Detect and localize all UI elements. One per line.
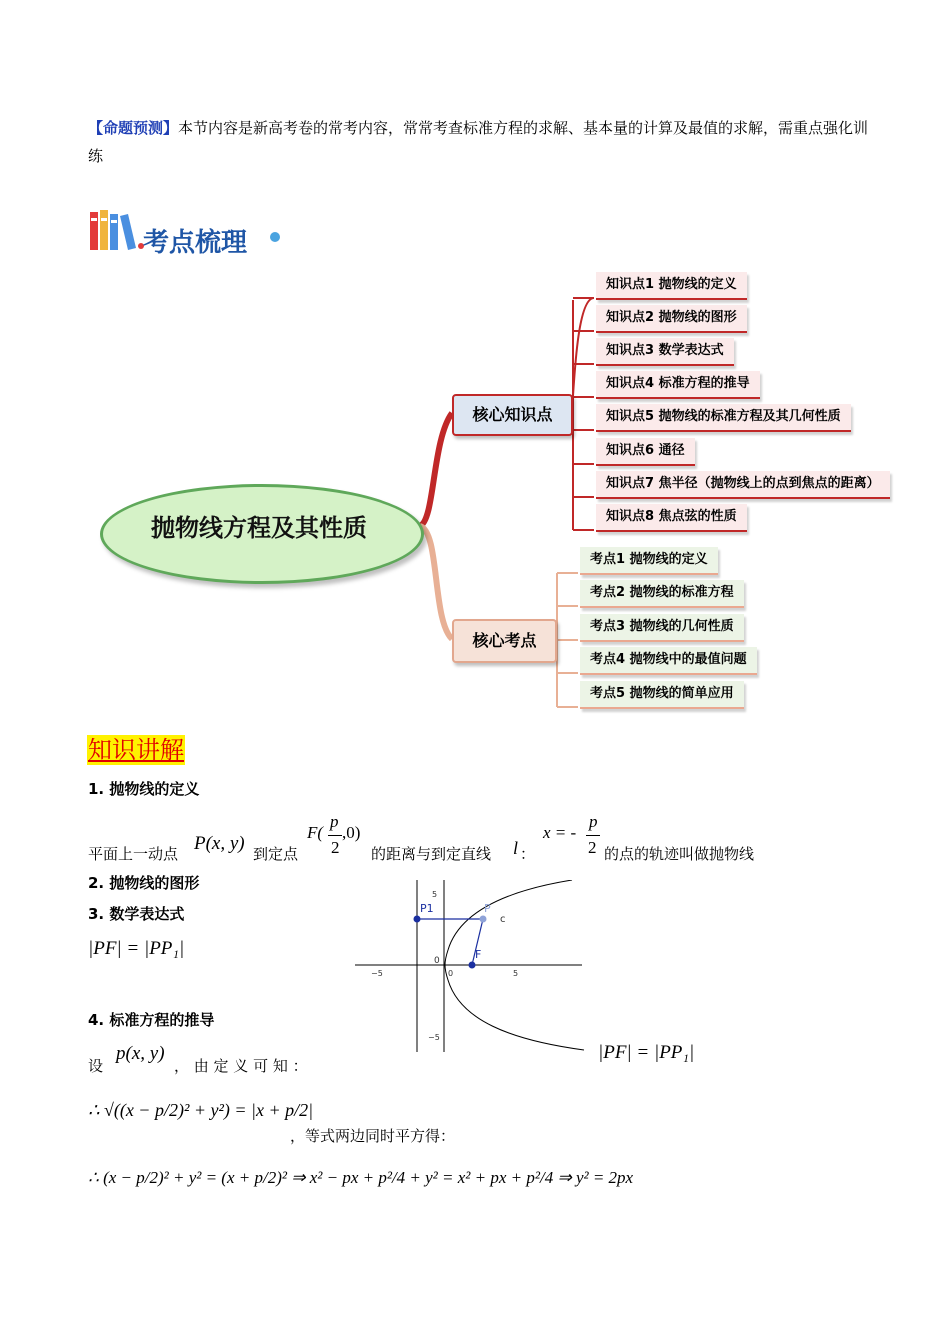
knowledge-item-8: 知识点8 焦点弦的性质 <box>596 504 747 532</box>
intro-tag: 【命题预测】 <box>88 119 179 137</box>
s1-frac-bar-2 <box>586 835 600 836</box>
s4-line2-formula: ∴ √((x − p/2)² + y²) = |x + p/2| <box>88 1100 314 1120</box>
knowledge-item-7: 知识点7 焦半径（抛物线上的点到焦点的距离） <box>596 471 890 499</box>
s4-line1-b: ， 由 定 义 可 知 ： <box>174 1057 308 1075</box>
s1-directrix-den: 2 <box>588 838 597 857</box>
section-title: 知识讲解 <box>88 736 184 764</box>
s1-directrix-pre: x = - <box>543 823 577 842</box>
s4-line1-a: 设 <box>88 1057 104 1075</box>
s1-text-3: 的距离与到定直线 <box>371 845 492 863</box>
s1-directrix-num: p <box>589 812 598 831</box>
s1-frac-bar-1 <box>328 835 342 836</box>
graph-caption: |PF| = |PP₁| <box>598 1042 695 1063</box>
exam-item-2: 考点2 抛物线的标准方程 <box>580 580 744 608</box>
graph-tick-x-neg5: −5 <box>371 969 383 978</box>
mindmap-center-label: 抛物线方程及其性质 <box>151 514 367 542</box>
knowledge-item-6: 知识点6 通径 <box>596 438 695 466</box>
s4-line3-formula: ∴ (x − p/2)² + y² = (x + p/2)² ⇒ x² − px + p²/4 + y² = x² + px + p²/4 ⇒ y² = 2px <box>88 1168 634 1187</box>
knowledge-item-5: 知识点5 抛物线的标准方程及其几何性质 <box>596 404 851 432</box>
exam-item-3: 考点3 抛物线的几何性质 <box>580 614 744 642</box>
s4-line2-tail: ，等式两边同时平方得： <box>290 1127 456 1145</box>
graph-label-p: P <box>484 902 491 915</box>
s4-line1-point: p(x, y) <box>116 1043 165 1064</box>
s2-heading: 2. 抛物线的图形 <box>88 874 200 892</box>
s4-heading: 4. 标准方程的推导 <box>88 1011 215 1029</box>
s1-text-2: 到定点 <box>253 845 299 863</box>
graph-label-origin: 0 <box>434 956 440 966</box>
s1-text-4: 的点的轨迹叫做抛物线 <box>604 845 755 863</box>
s1-colon: ： <box>520 845 536 863</box>
knowledge-item-3: 知识点3 数学表达式 <box>596 338 734 366</box>
kaodian-heading: 考点梳理 <box>143 228 248 258</box>
branch-core-knowledge: 核心知识点 <box>452 394 573 436</box>
branch-core-exam: 核心考点 <box>452 619 557 663</box>
s1-point-f-pre: F( <box>307 823 324 842</box>
exam-item-4: 考点4 抛物线中的最值问题 <box>580 647 757 675</box>
graph-tick-y-5: 5 <box>432 890 438 899</box>
knowledge-item-4: 知识点4 标准方程的推导 <box>596 371 760 399</box>
s1-point-f-post: ,0) <box>342 823 361 842</box>
graph-tick-x-0: 0 <box>448 969 454 978</box>
parabola-graph <box>350 880 590 1055</box>
s1-point-f-num: p <box>330 812 339 831</box>
knowledge-item-1: 知识点1 抛物线的定义 <box>596 272 747 300</box>
graph-label-c: c <box>500 914 506 925</box>
s3-heading: 3. 数学表达式 <box>88 905 185 923</box>
s1-text-1: 平面上一动点 <box>88 845 179 863</box>
graph-label-f: F <box>475 948 482 961</box>
graph-tick-x-5: 5 <box>513 969 519 978</box>
s1-point-f-den: 2 <box>331 838 340 857</box>
intro-text: 本节内容是新高考卷的常考内容，常常考查标准方程的求解、基本量的计算及最值的求解，需重点强化训练 <box>88 119 869 165</box>
exam-item-5: 考点5 抛物线的简单应用 <box>580 681 744 709</box>
s1-point-p: P(x, y) <box>194 833 245 854</box>
s1-line-l: l <box>513 838 519 858</box>
s3-formula: |PF| = |PP₁| <box>88 938 185 959</box>
graph-tick-y-neg5: −5 <box>428 1033 440 1042</box>
exam-item-1: 考点1 抛物线的定义 <box>580 547 718 575</box>
graph-label-p1: P1 <box>420 902 434 915</box>
s1-heading: 1. 抛物线的定义 <box>88 780 200 798</box>
knowledge-item-2: 知识点2 抛物线的图形 <box>596 305 747 333</box>
